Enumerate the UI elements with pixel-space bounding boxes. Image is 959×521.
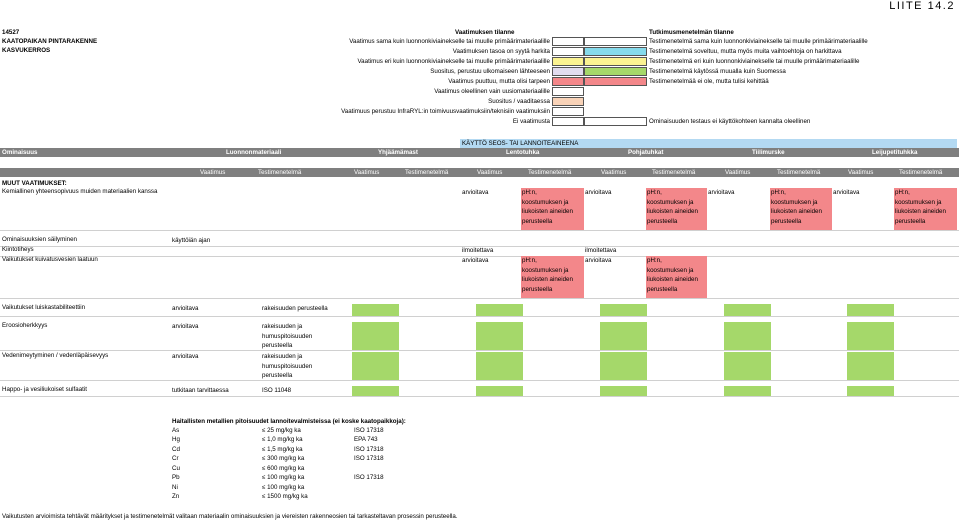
metal-row	[172, 484, 412, 494]
cell-test-method: pH:n, koostumuksen ja liukoisten aineiden perusteella	[522, 257, 573, 293]
metal-row	[172, 493, 412, 503]
header-group-6: Leijupetituhkka	[872, 149, 918, 156]
metal-el: Ni	[172, 483, 178, 491]
page-label: LIITE 14.2	[889, 0, 955, 12]
row-label: Vaikutukset luiskastabiliteettiin	[2, 304, 86, 311]
metal-el: Cd	[172, 445, 180, 453]
legend-left-text: Ei vaatimusta	[512, 118, 550, 125]
subheader-testimenetelma: Testimenetelmä	[899, 169, 943, 176]
legend-left-text: Vaatimus sama kuin luonnonkiviainekselle tai muulle primäärimateriaalille	[349, 38, 550, 45]
legend-left-text: Suositus, perustuu ulkomaiseen lähteeseen	[430, 68, 550, 75]
row-label: Vedenimeytyminen / vedenläpäisevyys	[2, 352, 109, 359]
cell-requirement: ilmoitettava	[462, 247, 494, 254]
legend-left-swatch	[552, 97, 584, 106]
doc-title: KAATOPAIKAN PINTARAKENNE	[2, 38, 98, 45]
kaytto-label: KÄYTTÖ SEOS- TAI LANNOITEAINEENA	[460, 139, 957, 148]
row-divider	[0, 230, 959, 231]
row-requirement: arvioitava	[172, 323, 199, 330]
metal-method: EPA 743	[354, 436, 378, 443]
row-divider	[0, 298, 959, 299]
row-divider	[0, 316, 959, 317]
legend-left-swatch	[552, 67, 584, 76]
status-fill-green	[724, 352, 771, 380]
cell-requirement: arvioitava	[462, 189, 489, 196]
cell-test-method: pH:n, koostumuksen ja liukoisten aineiden perusteella	[895, 189, 946, 225]
cell-requirement: arvioitava	[708, 189, 735, 196]
metal-limit: ≤ 300 mg/kg ka	[262, 455, 305, 462]
row-divider	[0, 396, 959, 397]
row-label: Ominaisuuksien säilyminen	[2, 236, 77, 243]
legend-right-swatch	[584, 77, 647, 86]
legend-left-swatch	[552, 37, 584, 46]
cell-test-method: pH:n, koostumuksen ja liukoisten aineiden perusteella	[647, 257, 698, 293]
metal-el: Pb	[172, 474, 180, 481]
metal-limit: ≤ 100 mg/kg ka	[262, 483, 305, 491]
legend-left-text: Vaatimus eri kuin luonnonkiviainekselle tai muulle primäärimateriaalille	[357, 58, 550, 65]
metal-limit: ≤ 1,5 mg/kg ka	[262, 445, 303, 453]
status-fill-green	[352, 304, 399, 316]
status-fill-green	[724, 304, 771, 316]
legend-right-swatch	[584, 67, 647, 76]
row-requirement: arvioitava	[172, 305, 199, 312]
metal-el: Zn	[172, 493, 180, 500]
metal-row	[172, 455, 412, 465]
cell-test-method: pH:n, koostumuksen ja liukoisten aineiden perusteella	[522, 189, 573, 225]
status-fill-green	[847, 304, 894, 316]
metal-limit: ≤ 100 mg/kg ka	[262, 474, 305, 481]
status-fill-green	[724, 386, 771, 396]
row-label: Kemiallinen yhteensopivuus muiden materiaalien kanssa	[2, 188, 158, 195]
cell-requirement: ilmoitettava	[585, 247, 617, 254]
subheader-testimenetelma: Testimenetelmä	[777, 169, 821, 176]
row-divider	[0, 380, 959, 381]
doc-subtitle: KASVUKERROS	[2, 47, 51, 54]
legend-col1-header: Vaatimuksen tilanne	[455, 29, 515, 36]
header-ominaisuus: Ominaisuus	[2, 149, 38, 156]
legend-left-swatch	[552, 47, 584, 56]
legend-left-text: Suositus / vaaditaessa	[488, 98, 550, 105]
legend-right-text: Testimenetelmä soveltuu, mutta myös muita vaihtoehtoja on harkittava	[649, 48, 842, 55]
metal-row	[172, 427, 412, 437]
metal-limit: ≤ 600 mg/kg ka	[262, 464, 305, 472]
status-fill-green	[724, 322, 771, 350]
legend-right-text: Testimenetelmä eri kuin luonnonkiviainekselle tai muulle primäärimateriaalille	[649, 58, 860, 65]
metals-table	[172, 417, 412, 503]
subheader-vaatimus: Vaatimus	[200, 169, 226, 176]
legend-left-text: Vaatimus puuttuu, mutta olisi tarpeen	[448, 78, 550, 85]
legend-right-swatch	[584, 47, 647, 56]
cell-test-method: pH:n, koostumuksen ja liukoisten aineiden perusteella	[771, 189, 822, 225]
legend-right-swatch	[584, 57, 647, 66]
metal-row	[172, 465, 412, 475]
metal-limit: ≤ 1500 mg/kg ka	[262, 493, 308, 500]
metal-method: ISO 17318	[354, 426, 384, 434]
metal-row	[172, 436, 412, 446]
subheader-testimenetelma: Testimenetelmä	[528, 169, 572, 176]
header-group-3: Lentotuhka	[506, 149, 540, 156]
status-fill-green	[600, 352, 647, 380]
subheader-testimenetelma: Testimenetelmä	[258, 169, 302, 176]
metals-title: Haitallisten metallien pitoisuudet lannoitevalmisteissa (ei koske kaatopaikkoja):	[172, 418, 406, 425]
header-group-1: Luonnonmateriaali	[226, 149, 282, 156]
doc-id: 14527	[2, 29, 20, 36]
row-divider	[0, 350, 959, 351]
cell-requirement: arvioitava	[833, 189, 860, 196]
subheader-vaatimus: Vaatimus	[725, 169, 751, 176]
status-fill-green	[476, 322, 523, 350]
status-fill-green	[352, 352, 399, 380]
metal-el: As	[172, 426, 180, 434]
row-test-method: rakeisuuden ja humuspitoisuuden perusteella	[262, 353, 313, 379]
legend-col2-header: Tutkimusmenetelmän tilanne	[649, 29, 734, 36]
status-fill-green	[847, 352, 894, 380]
row-label: Kiintotiheys	[2, 246, 34, 253]
row-test-method: ISO 11048	[262, 387, 292, 394]
legend-left-text: Vaatimus oleellinen vain uusiomateriaalille	[434, 88, 550, 95]
metal-el: Cu	[172, 464, 180, 472]
row-requirement: käyttöiän ajan	[172, 237, 211, 244]
row-label: Vaikutukset kuivatusvesien laatuun	[2, 256, 98, 263]
header-group-2: Yhjäämämast	[378, 149, 418, 156]
status-fill-green	[476, 304, 523, 316]
row-test-method: rakeisuuden perusteella	[262, 305, 328, 312]
metal-row	[172, 446, 412, 456]
cell-requirement: arvioitava	[585, 257, 612, 264]
cell-requirement: arvioitava	[585, 189, 612, 196]
subheader-testimenetelma: Testimenetelmä	[652, 169, 696, 176]
status-fill-green	[476, 386, 523, 396]
subheader-vaatimus: Vaatimus	[848, 169, 874, 176]
status-fill-green	[847, 322, 894, 350]
legend-left-swatch	[552, 117, 584, 126]
legend-right-text: Testimenetelmää ei ole, mutta tulisi kehittää	[649, 78, 769, 85]
status-fill-green	[600, 386, 647, 396]
legend-left-text: Vaatimuksen tasoa on syytä harkita	[452, 48, 550, 55]
header-group-5: Tiilimurske	[752, 149, 785, 156]
legend-right-swatch	[584, 117, 647, 126]
legend-left-text: Vaatimuus perustuu InfraRYL:in toimivuusvaatimuksiin/teknisiin vaatimuksiin	[341, 108, 550, 115]
metal-el: Hg	[172, 436, 180, 443]
subheader-vaatimus: Vaatimus	[354, 169, 380, 176]
status-fill-green	[352, 322, 399, 350]
legend-left-swatch	[552, 77, 584, 86]
footnote: Vaikutusten arvioimista tehtävät määritykset ja testimenetelmät valitaan materiaalin ominaisuuksien ja viereisten rakenneosien tai tarkasteltavan prosessin perusteella.	[2, 513, 458, 520]
row-requirement: tutkitaan tarvittaessa	[172, 387, 229, 394]
metal-method: ISO 17318	[354, 445, 384, 453]
header-group-4: Pohjatuhkat	[628, 149, 664, 156]
cell-test-method: pH:n, koostumuksen ja liukoisten aineiden perusteella	[647, 189, 698, 225]
legend-left-swatch	[552, 57, 584, 66]
row-label: Happo- ja vesiliukoiset sulfaatit	[2, 386, 87, 393]
status-fill-green	[352, 386, 399, 396]
subheader-testimenetelma: Testimenetelmä	[405, 169, 449, 176]
table-header	[0, 148, 959, 157]
legend-right-text: Testimenetelmä käytössä muualla kuin Suomessa	[649, 68, 786, 75]
subheader-vaatimus: Vaatimus	[601, 169, 627, 176]
metal-method: ISO 17318	[354, 455, 384, 462]
row-requirement: arvioitava	[172, 353, 199, 360]
metal-el: Cr	[172, 455, 179, 462]
cell-requirement: arvioitava	[462, 257, 489, 264]
row-test-method: rakeisuuden ja humuspitoisuuden perusteella	[262, 323, 313, 349]
metal-method: ISO 17318	[354, 474, 384, 481]
status-fill-green	[847, 386, 894, 396]
legend-right-swatch	[584, 37, 647, 46]
legend-right-text: Testimenetelmä sama kuin luonnonkiviainekselle tai muulle primäärimateriaalille	[649, 38, 868, 45]
table-subheader	[0, 168, 959, 177]
legend-left-swatch	[552, 107, 584, 116]
row-label: Eroosioherkkyys	[2, 322, 48, 329]
status-fill-green	[600, 322, 647, 350]
legend-right-text: Ominaisuuden testaus ei käyttökohteen kannalta oleellinen	[649, 118, 811, 125]
metal-limit: ≤ 1,0 mg/kg ka	[262, 436, 303, 443]
section-label: MUUT VAATIMUKSET:	[2, 180, 67, 187]
legend-left-swatch	[552, 87, 584, 96]
metal-row	[172, 474, 412, 484]
subheader-vaatimus: Vaatimus	[477, 169, 503, 176]
status-fill-green	[600, 304, 647, 316]
status-fill-green	[476, 352, 523, 380]
metal-limit: ≤ 25 mg/kg ka	[262, 426, 301, 434]
